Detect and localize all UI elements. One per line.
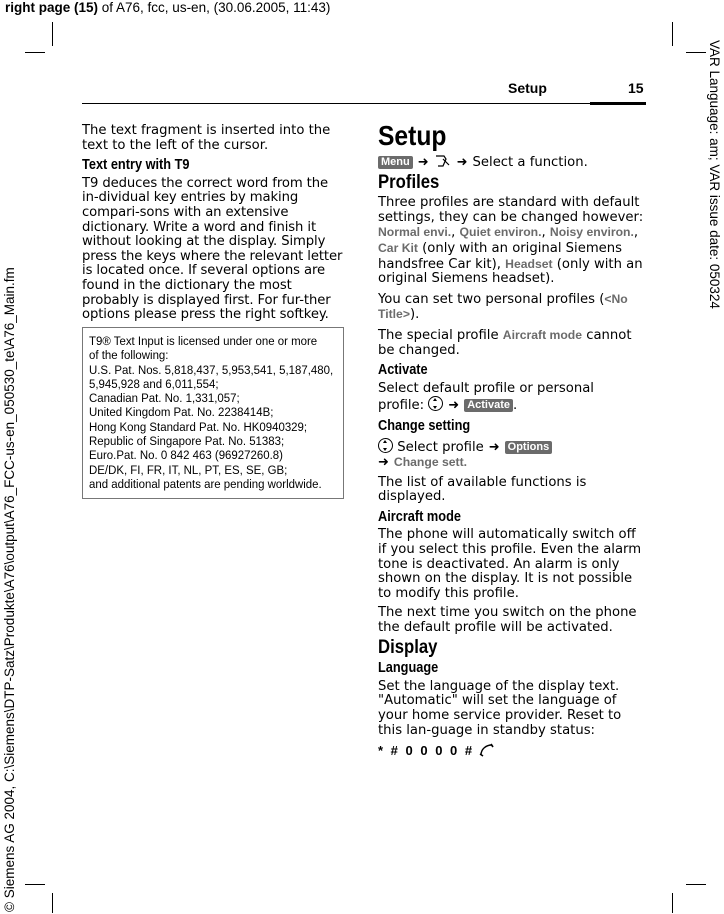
- options-softkey[interactable]: Options: [505, 441, 553, 454]
- setup-menu-icon: [434, 153, 452, 169]
- call-key-icon: [478, 743, 494, 757]
- arrow-right-icon: ➜: [456, 155, 468, 170]
- license-line: DE/DK, FI, FR, IT, NL, PT, ES, SE, GB;: [89, 462, 288, 477]
- activate-heading: Activate: [378, 362, 428, 379]
- menu-step-text: Select a function.: [472, 155, 588, 170]
- left-column: [82, 124, 348, 328]
- crop-mark: [672, 893, 673, 913]
- no-title-label: <No Title>: [378, 291, 628, 322]
- license-line: T9® Text Input is licensed under one or more: [89, 334, 318, 348]
- side-text-right: VAR Language: am; VAR issue date: 050324: [707, 40, 722, 309]
- page-header-title: Setup: [508, 80, 547, 96]
- profile-headset: Headset: [505, 256, 553, 271]
- crop-mark: [672, 22, 673, 46]
- profiles-heading: Profiles: [378, 171, 440, 193]
- personal-profiles-paragraph: You can set two personal profiles (<No Title>).: [378, 291, 628, 323]
- language-heading: Language: [378, 660, 439, 677]
- change-setting-steps: Select profile ➜ Options ➜ Change sett.: [378, 438, 644, 471]
- crop-mark: [25, 884, 45, 885]
- profile-quiet: Quiet environ.: [459, 225, 542, 240]
- profile-carkit: Car Kit: [378, 240, 418, 255]
- license-line: of the following:: [89, 348, 169, 363]
- reset-code: [378, 743, 644, 760]
- menu-softkey[interactable]: Menu: [378, 156, 413, 169]
- header-rule-thick: [590, 102, 646, 105]
- profile-noisy: Noisy environ.: [549, 225, 634, 240]
- license-line: Canadian Pat. No. 1,331,057;: [89, 391, 240, 406]
- profile-normal: Normal envi.: [378, 225, 452, 240]
- change-setting-note: The list of available functions is displayed.: [378, 474, 587, 505]
- navigation-key-icon: [378, 438, 393, 453]
- crop-mark: [52, 893, 53, 913]
- print-header: right page (15) of A76, fcc, us-en, (30.06.2005, 11:43): [5, 0, 331, 15]
- aircraft-mode-label: Aircraft mode: [502, 327, 583, 342]
- license-line: Euro.Pat. No. 0 842 463 (96927260.8): [89, 448, 283, 463]
- license-line: Hong Kong Standard Pat. No. HK0940329;: [89, 419, 308, 434]
- language-paragraph: Set the language of the display text. "Automatic" will set the language of your home service provider. Reset to this lan-guage in standby status:: [378, 678, 622, 738]
- display-heading: Display: [378, 636, 438, 658]
- intro-text: The text fragment is inserted into the text to the left of the cursor.: [82, 123, 331, 153]
- side-text-left: © Siemens AG 2004, C:\Siemens\DTP-Satz\Produkte\A76\output\A76_FCC-us-en_050530_te\A76_Main.fm: [2, 267, 17, 912]
- change-setting-heading: Change setting: [378, 417, 471, 434]
- aircraft-heading: Aircraft mode: [378, 508, 461, 525]
- crop-mark: [686, 884, 706, 885]
- profiles-paragraph: Three profiles are standard with default settings, they can be changed however: Normal envi., Quiet environ., Noisy environ., Car Kit (only with an original Siemens handsfree Car kit), Headset (only with an original Siemens headset).: [378, 195, 644, 287]
- menu-path: [378, 153, 644, 171]
- t9-heading: Text entry with T9: [82, 157, 190, 174]
- arrow-right-icon: ➜: [378, 455, 389, 471]
- section-title: Setup: [378, 120, 447, 151]
- license-line: U.S. Pat. Nos. 5,818,437, 5,953,541, 5,187,480,: [89, 362, 334, 377]
- activate-paragraph: Select default profile or personal profile: ➜ Activate .: [378, 380, 594, 414]
- activate-softkey[interactable]: Activate: [464, 399, 513, 412]
- t9-body: T9 deduces the correct word from the in-dividual key entries by making compari-sons with an extensive dictionary. Write a word and finish it without looking at the display. Simply press the keys where the relevant letter is located once. If several options are found in the dictionary the most probably is displayed first. For fur-ther options please press the right softkey.: [82, 175, 343, 323]
- arrow-right-icon: ➜: [488, 439, 500, 455]
- arrow-right-icon: ➜: [448, 398, 460, 414]
- crop-mark: [52, 22, 53, 46]
- aircraft-note: The special profile Aircraft mode cannot be changed.: [378, 327, 632, 358]
- page-number: 15: [628, 80, 644, 96]
- aircraft-paragraph-1: The phone will automatically switch off if you select this profile. Even the alarm tone is deactivated. An alarm is only shown on the display. It is not possible to modify this profile.: [378, 527, 642, 601]
- arrow-right-icon: ➜: [417, 155, 429, 170]
- license-line: and additional patents are pending worldwide.: [89, 476, 322, 491]
- license-line: 5,945,928 and 6,011,554;: [89, 376, 219, 391]
- crop-mark: [25, 52, 45, 53]
- reset-code-keys: * # 0 0 0 0 #: [378, 743, 475, 759]
- license-line: United Kingdom Pat. No. 2238414B;: [89, 405, 274, 420]
- license-line: Republic of Singapore Pat. No. 51383;: [89, 434, 285, 449]
- change-sett-label: Change sett.: [393, 455, 468, 470]
- license-box: [82, 327, 344, 499]
- header-rule: [82, 103, 645, 104]
- aircraft-paragraph-2: The next time you switch on the phone the default profile will be activated.: [378, 605, 637, 636]
- navigation-key-icon: [428, 396, 443, 411]
- right-column: [378, 121, 644, 765]
